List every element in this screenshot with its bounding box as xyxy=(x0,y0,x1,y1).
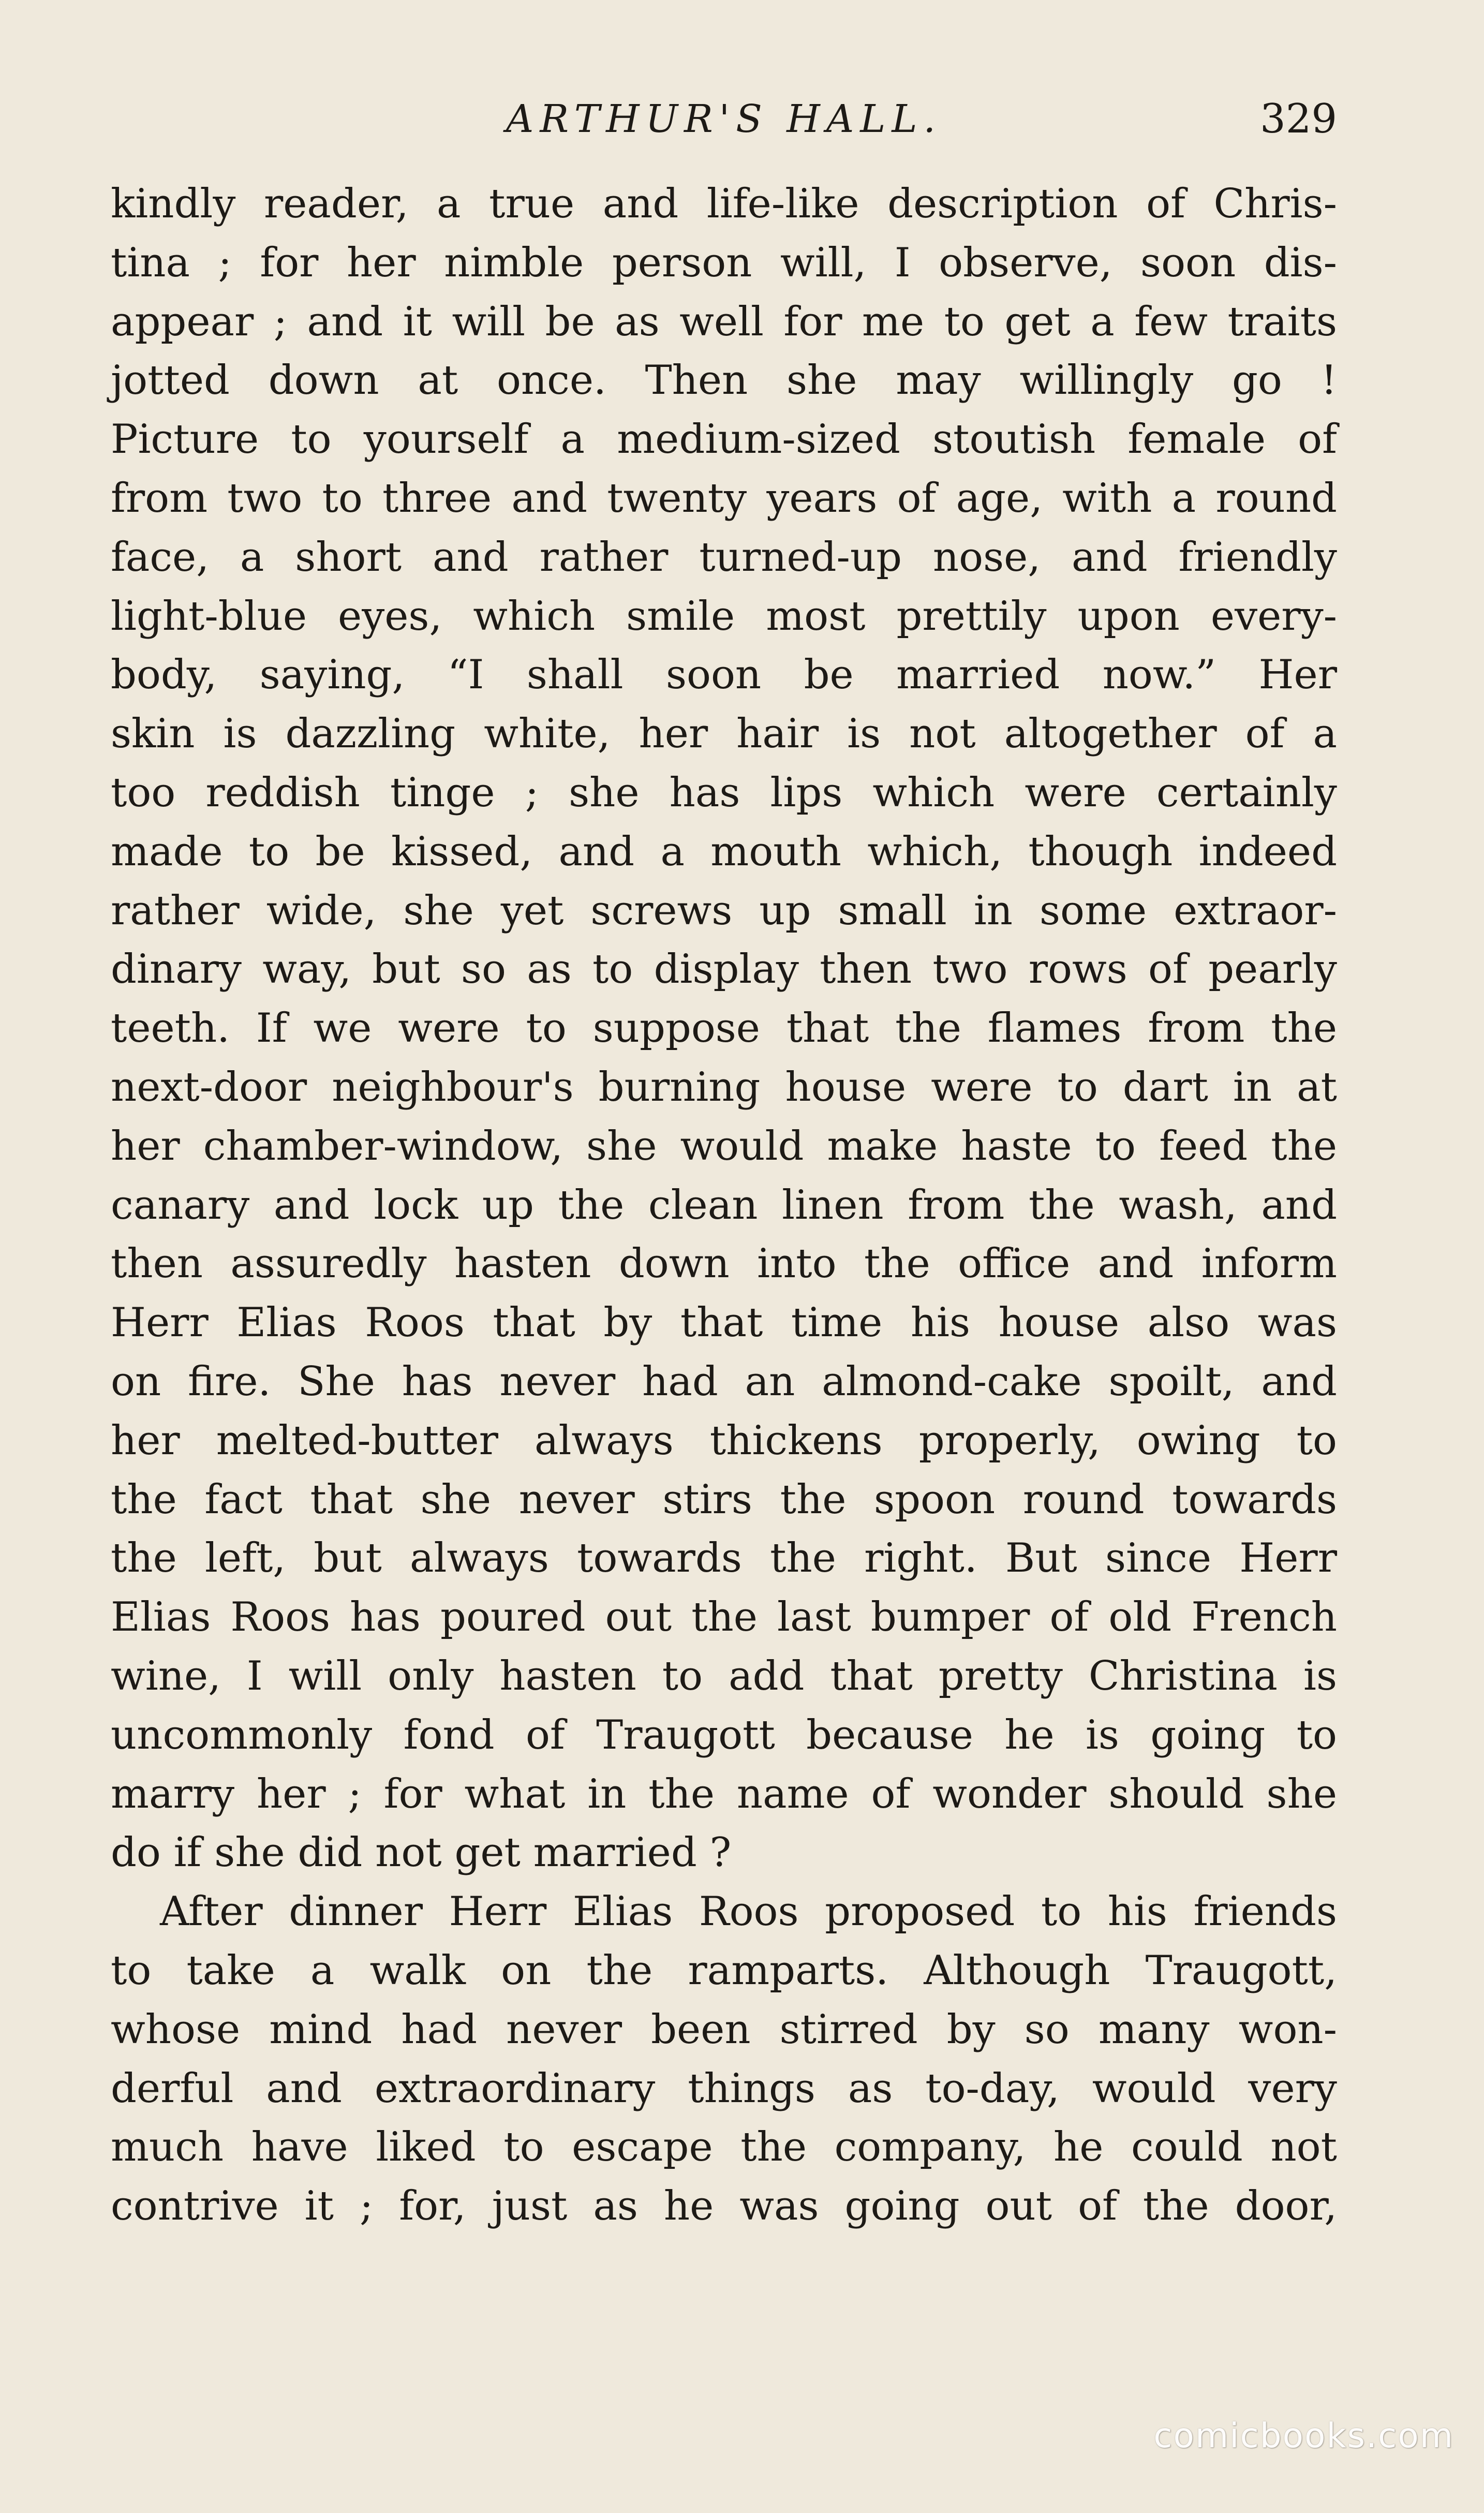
text-line: Picture to yourself a medium-sized stoutish female of xyxy=(111,416,1337,463)
text-line: her melted-butter always thickens properly, owing to xyxy=(111,1417,1337,1464)
text-line: tina ; for her nimble person will, I observe, soon dis- xyxy=(111,239,1337,286)
watermark: comicbooks.com xyxy=(1153,2416,1454,2456)
text-line: made to be kissed, and a mouth which, though indeed xyxy=(111,828,1337,875)
text-line: teeth. If we were to suppose that the flames from the xyxy=(111,1005,1337,1052)
text-line: too reddish tinge ; she has lips which were certainly xyxy=(111,769,1337,816)
text-line: uncommonly fond of Traugott because he is going to xyxy=(111,1711,1337,1758)
text-line: the left, but always towards the right. But since Herr xyxy=(111,1535,1337,1582)
text-line: Elias Roos has poured out the last bumper of old French xyxy=(111,1594,1337,1641)
text-line: wine, I will only hasten to add that pretty Christina is xyxy=(111,1652,1337,1699)
text-line: body, saying, “I shall soon be married now.” Her xyxy=(111,652,1337,699)
text-line: whose mind had never been stirred by so many won- xyxy=(111,2006,1337,2053)
text-line: to take a walk on the ramparts. Although Traugott, xyxy=(111,1947,1337,1994)
text-line: from two to three and twenty years of age, with a round xyxy=(111,475,1337,522)
text-line: on fire. She has never had an almond-cake spoilt, and xyxy=(111,1358,1337,1405)
text-line: face, a short and rather turned-up nose, and friendly xyxy=(111,534,1337,581)
text-line: then assuredly hasten down into the office and inform xyxy=(111,1240,1337,1288)
text-line: skin is dazzling white, her hair is not altogether of a xyxy=(111,711,1337,758)
paragraph-2 xyxy=(111,1883,1337,2236)
text-line: light-blue eyes, which smile most prettily upon every- xyxy=(111,593,1337,640)
text-line: jotted down at once. Then she may willingly go ! xyxy=(111,357,1337,404)
text-line: After dinner Herr Elias Roos proposed to his friends xyxy=(160,1888,1337,1935)
text-line: appear ; and it will be as well for me to get a few traits xyxy=(111,298,1337,345)
text-line: dinary way, but so as to display then two rows of pearly xyxy=(111,946,1337,993)
text-line: marry her ; for what in the name of wonder should she xyxy=(111,1770,1337,1817)
text-line: canary and lock up the clean linen from the wash, and xyxy=(111,1181,1337,1229)
body-text xyxy=(111,175,1337,2236)
text-line: kindly reader, a true and life-like description of Chris- xyxy=(111,181,1337,227)
text-line: rather wide, she yet screws up small in some extraor- xyxy=(111,887,1337,934)
paragraph-1 xyxy=(111,175,1337,1883)
page-number: 329 xyxy=(1260,96,1337,142)
text-line: Herr Elias Roos that by that time his house also was xyxy=(111,1299,1337,1347)
text-line: do if she did not get married ? xyxy=(111,1829,732,1876)
text-line: her chamber-window, she would make haste to feed the xyxy=(111,1122,1337,1170)
running-head xyxy=(111,91,1337,147)
text-line: next-door neighbour's burning house were to dart in at xyxy=(111,1063,1337,1111)
text-line: derful and extraordinary things as to-day, would very xyxy=(111,2065,1337,2112)
text-line: the fact that she never stirs the spoon round towards xyxy=(111,1476,1337,1523)
text-line: much have liked to escape the company, he could not xyxy=(111,2124,1337,2171)
text-line: contrive it ; for, just as he was going out of the door, xyxy=(111,2183,1337,2230)
running-title: ARTHUR'S HALL. xyxy=(506,97,942,141)
